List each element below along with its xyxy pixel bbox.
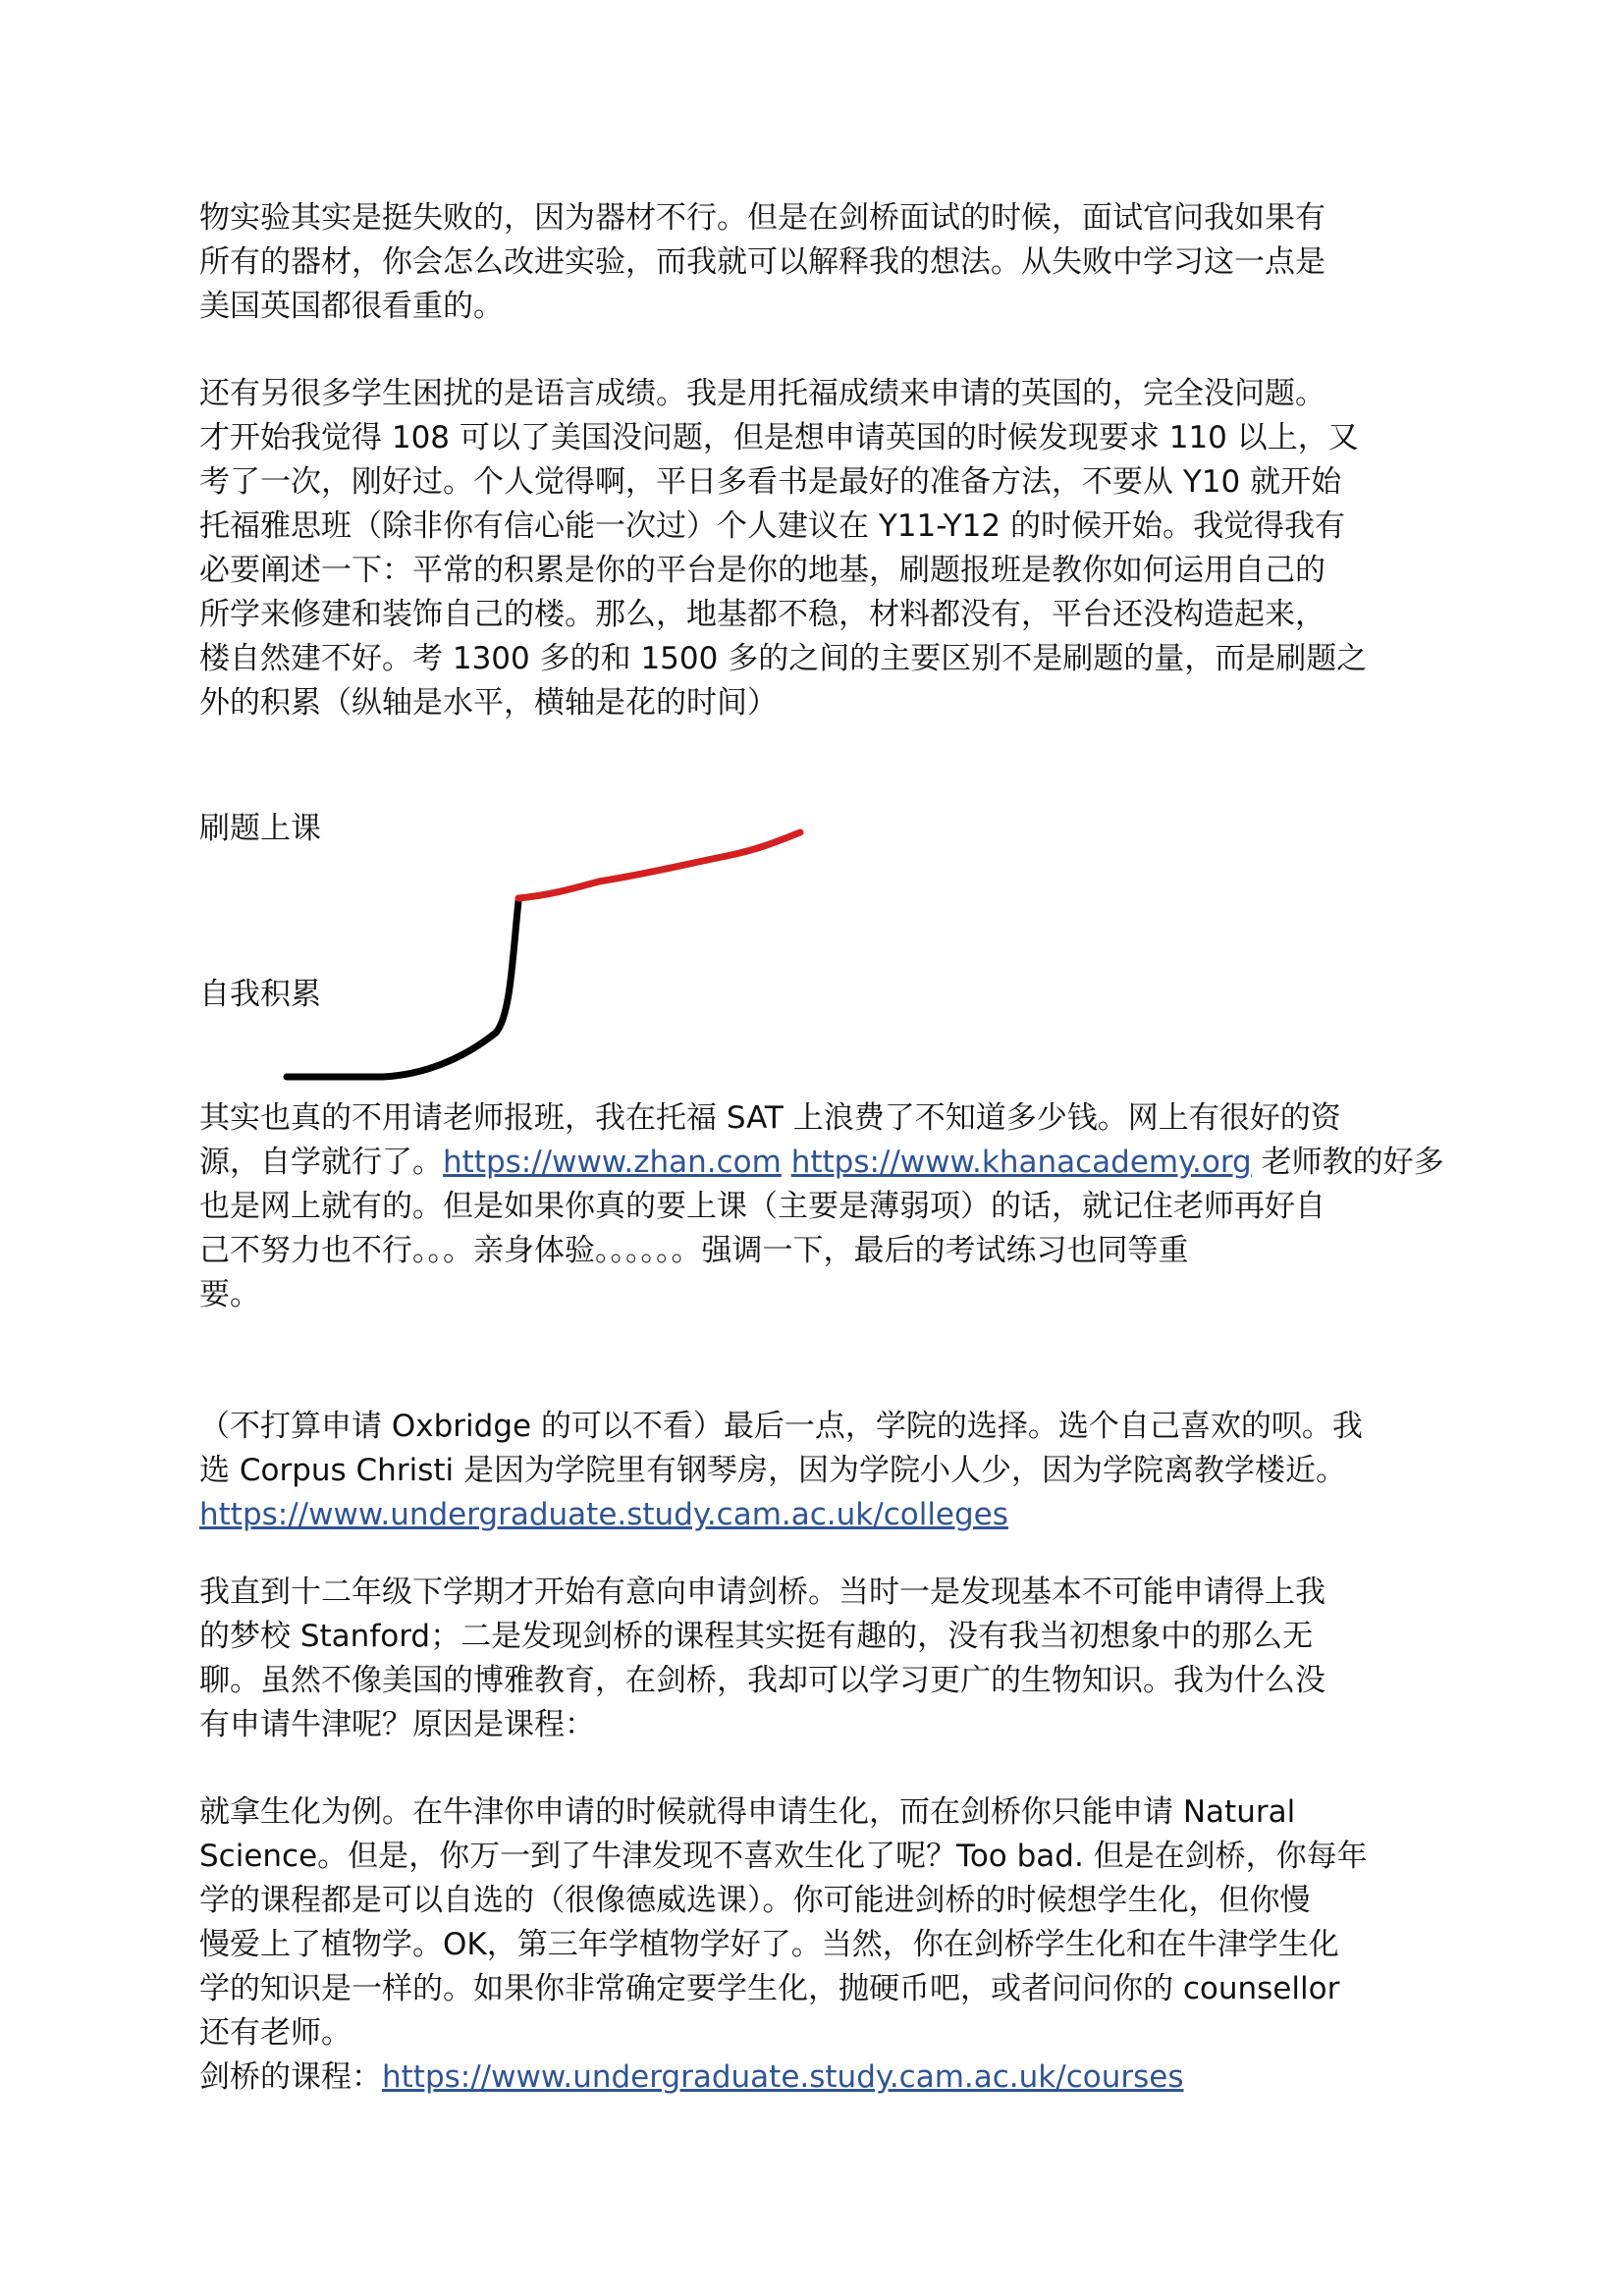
text-line: 所有的器材，你会怎么改进实验，而我就可以解释我的想法。从失败中学习这一点是 [199, 244, 1325, 280]
text-line: 要。 [199, 1277, 260, 1312]
link-khanacademy[interactable]: https://www.khanacademy.org [790, 1145, 1252, 1180]
paragraph-biochem-example [199, 1790, 1427, 2100]
text-line: 就拿生化为例。在牛津你申请的时候就得申请生化，而在剑桥你只能申请 Natural [199, 1794, 1296, 1830]
text-line: 的梦校 Stanford；二是发现剑桥的课程其实挺有趣的，没有我当初想象中的那么无 [199, 1619, 1314, 1654]
text-line: 考了一次，刚好过。个人觉得啊，平日多看书是最好的准备方法，不要从 Y10 就开始 [199, 464, 1342, 500]
text-span: 源，自学就行了。 [199, 1145, 443, 1180]
text-line: 学的课程都是可以自选的（很像德威选课）。你可能进剑桥的时候想学生化，但你慢 [199, 1883, 1311, 1918]
text-line: 还有另很多学生困扰的是语言成绩。我是用托福成绩来申请的英国的，完全没问题。 [199, 376, 1325, 411]
text-line: 我直到十二年级下学期才开始有意向申请剑桥。当时一是发现基本不可能申请得上我 [199, 1575, 1325, 1610]
text-line: 己不努力也不行。。。亲身体验。。。。。。强调一下，最后的考试练习也同等重 [199, 1233, 1189, 1268]
text-line: 选 Corpus Christi 是因为学院里有钢琴房，因为学院小人少，因为学院离教学楼近。 [199, 1453, 1346, 1488]
text-line: 还有老师。 [199, 2015, 352, 2051]
text-line: 美国英国都很看重的。 [199, 289, 504, 324]
text-span: 老师教的好多 [1261, 1145, 1444, 1180]
link-colleges[interactable]: https://www.undergraduate.study.cam.ac.uk/colleges [199, 1497, 1008, 1532]
text-line [199, 2056, 1427, 2100]
text-line: Science。但是，你万一到了牛津发现不喜欢生化了呢？Too bad. 但是在剑桥，你每年 [199, 1839, 1368, 1874]
text-line: 学的知识是一样的。如果你非常确定要学生化，抛硬币吧，或者问问你的 counsellor [199, 1971, 1340, 2006]
sketch-label-bottom: 自我积累 [199, 977, 321, 1012]
link-courses[interactable]: https://www.undergraduate.study.cam.ac.uk/courses [382, 2059, 1184, 2095]
text-line: 外的积累（纵轴是水平，横轴是花的时间） [199, 685, 778, 721]
text-line: （不打算申请 Oxbridge 的可以不看）最后一点，学院的选择。选个自己喜欢的呗。我 [199, 1409, 1363, 1444]
sketch-label-top: 刷题上课 [199, 811, 321, 846]
text-line: 楼自然建不好。考 1300 多的和 1500 多的之间的主要区别不是刷题的量，而是刷题之 [199, 641, 1368, 676]
paragraph-self-study [199, 1096, 1444, 1317]
sketch-drawing [0, 0, 1623, 1129]
text-line: 聊。虽然不像美国的博雅教育，在剑桥，我却可以学习更广的生物知识。我为什么没 [199, 1663, 1325, 1698]
text-line: 慢爱上了植物学。OK，第三年学植物学好了。当然，你在剑桥学生化和在牛津学生化 [199, 1927, 1339, 1962]
text-line [199, 1141, 1444, 1185]
sketch-curve-black [287, 901, 518, 1077]
text-line: 有申请牛津呢？原因是课程： [199, 1707, 595, 1742]
text-line: 才开始我觉得 108 可以了美国没问题，但是想申请英国的时候发现要求 110 以上，又 [199, 420, 1359, 455]
text-line: 物实验其实是挺失败的，因为器材不行。但是在剑桥面试的时候，面试官问我如果有 [199, 200, 1325, 236]
paragraph-college-choice [199, 1405, 1427, 1537]
text-line: 其实也真的不用请老师报班，我在托福 SAT 上浪费了不知道多少钱。网上有很好的资 [199, 1100, 1341, 1136]
text-line: 必要阐述一下：平常的积累是你的平台是你的地基，刷题报班是教你如何运用自己的 [199, 553, 1325, 588]
text-span: 剑桥的课程： [199, 2059, 382, 2095]
text-line [199, 1493, 1427, 1537]
paragraph-why-cambridge [199, 1571, 1427, 1747]
text-line: 所学来修建和装饰自己的楼。那么，地基都不稳，材料都没有，平台还没构造起来， [199, 597, 1325, 632]
link-zhan[interactable]: https://www.zhan.com [443, 1145, 782, 1180]
text-line: 也是网上就有的。但是如果你真的要上课（主要是薄弱项）的话，就记住老师再好自 [199, 1189, 1325, 1224]
sketch-curve-red [518, 832, 800, 898]
text-line: 托福雅思班（除非你有信心能一次过）个人建议在 Y11-Y12 的时候开始。我觉得我有 [199, 508, 1345, 544]
